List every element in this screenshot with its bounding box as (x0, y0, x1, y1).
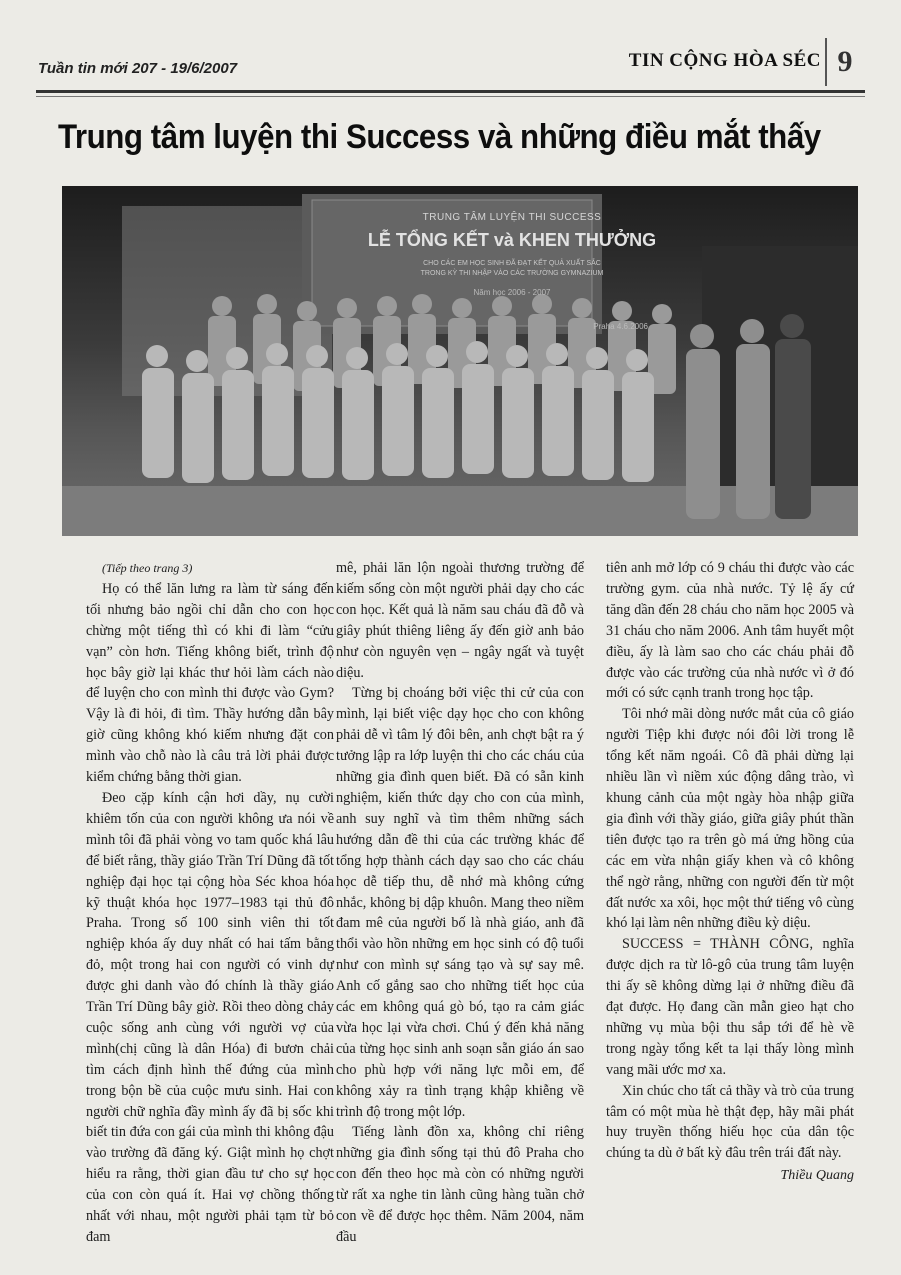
section-title: TIN CỘNG HÒA SÉC (628, 50, 821, 71)
paragraph: SUCCESS = THÀNH CÔNG, nghĩa được dịch ra từ lô-gô của trung tâm luyện thi ấy sẽ không dừng lại ở những điều đã đạt được. Họ đang cần mẫn gieo hạt cho những vụ mùa bội thu sắp tới để hè về trong ngày tổng kết ta lại thấy lòng mình vang mãi ước mơ xa. (606, 936, 854, 1078)
banner-line-3: CHO CÁC EM HỌC SINH ĐÃ ĐẠT KẾT QUẢ XUẤT SẮC (423, 260, 601, 267)
group-photo (62, 186, 858, 536)
article-column-3 (606, 558, 854, 1187)
paragraph: Tôi nhớ mãi dòng nước mắt của cô giáo người Tiệp khi được nói đôi lời trong lễ tổng kết năm ngoái. Cô đã phải dừng lại nhiều lần vì niềm xúc động dâng trào, vì khung cảnh của một ngày hòa nhập giữa gia đình với thầy giáo, giữa giây phút thần tiên được tạo ra trên gò má ửng hồng của các em vừa nhận giấy khen và cô không thể ngờ rằng, những con người đến từ một đất nước xa xôi, học một thứ tiếng vô cùng khó lại làm nên những điều kỳ diệu. (606, 706, 854, 932)
article-column-1 (86, 558, 334, 1248)
author-byline: Thiều Quang (780, 1168, 854, 1184)
banner-line-1: TRUNG TÂM LUYỆN THI SUCCESS (422, 212, 602, 223)
paragraph: Đeo cặp kính cận hơi dầy, nụ cười khiêm tốn của con người không ưa nói về mình tôi đã phải vòng vo tam quốc khá lâu để biết rằng, thầy giáo Trần Trí Dũng đã tốt nghiệp đại học tại cộng hòa Séc khoa hóa kỹ thuật khóa học 1977–1983 tại thủ đô Praha. Trong số 100 sinh viên thi tốt nghiệp khóa ấy duy nhất có hai tấm bằng đỏ, một trong hai con người có vinh dự được ghi danh vào đó chính là thầy giáo Trần Trí Dũng bây giờ. Rồi theo dòng chảy cuộc sống anh cùng với người vợ của mình(chị cũng là dân Hóa) đi bươn chải tìm cách định hình thế đứng của mình trong bộn bề của cuộc mưu sinh. Hai con người chữ nghĩa đầy mình ấy đã bị sốc khi biết tin đứa con gái của mình thi không đậu vào trường đã đăng ký. Giật mình họ chợt hiểu ra rằng, thời gian đầu tư cho sự học của con còn quá ít. Hai vợ chồng thống nhất với nhau, một người phải tạm từ bỏ đam (86, 789, 334, 1245)
paragraph: tiên anh mở lớp có 9 cháu thi được vào các trường gym. của nhà nước. Tỷ lệ ấy cứ tăng dần đến 28 cháu cho năm học 2005 và 31 cháu cho năm 2006. Anh tâm huyết một điều, ấy là làm sao cho các cháu phải đỗ được vào các trường của nhà nước vì ở đó mới có sức cạnh tranh trong học tập. (606, 560, 854, 702)
article-column-2 (336, 558, 584, 1248)
header-rule (36, 90, 865, 97)
paragraph: Họ có thể lăn lưng ra làm từ sáng đến tối nhưng bảo ngồi chỉ dẫn cho con học chừng một tiếng thì có khi đi làm “cửu vạn” còn hơn. Tiếng không biết, trình độ học bây giờ lại khác thư hỏi làm cách nào để luyện cho con mình thi được vào Gym? Vậy là đi hỏi, đi tìm. Thầy hướng dẫn bây giờ cũng không khó kiếm nhưng đặt con mình vào chỗ nào là câu trả lời phải được kiểm chứng bằng thời gian. (86, 580, 334, 786)
paragraph: Tiếng lành đồn xa, không chỉ riêng những gia đình sống tại thủ đô Praha cho con đến theo học mà còn có những người từ rất xa nghe tin lành cũng hàng tuần chở con về để được học thêm. Năm 2004, năm đầu (336, 1124, 584, 1245)
paragraph: Từng bị choáng bởi việc thi cử của con mình, lại biết việc dạy học cho con không phải dễ vì tâm lý đôi bên, anh chợt bật ra ý tưởng lập ra lớp luyện thi cho các cháu của những gia đình quen biết. Đã có sẵn kinh nghiệm, kiến thức dạy cho con của mình, anh suy nghĩ và tìm thêm những sách hướng dẫn đề thi của các trường khác để tổng hợp thành cách dạy sao cho các cháu học dễ tiếp thu, dễ nhớ mà không cứng nhắc, không bị dập khuôn. Mang theo niềm đam mê của người bố là nhà giáo, anh đã thổi vào hồn những em học sinh có độ tuổi như con mình sự sáng tạo và sự say mê. Anh cố gắng sao cho những tiết học của các em không quá gò bó, tạo ra cảm giác vừa học lại vừa chơi. Chú ý đến khả năng của từng học sinh anh soạn sẵn giáo án sao cho phù hợp với năng lực mỗi em, để không xảy ra tình trạng khập khiễng về trình độ trong một lớp. (336, 685, 584, 1120)
headline: Trung tâm luyện thi Success và những điều mắt thấy (58, 118, 821, 156)
event-banner (362, 194, 662, 494)
continued-note: (Tiếp theo trang 3) (102, 561, 193, 575)
banner-line-2: LỄ TỔNG KẾT và KHEN THƯỞNG (367, 230, 657, 250)
paragraph: Xin chúc cho tất cả thầy và trò của trung tâm có một mùa hè thật đẹp, hãy mãi phát huy truyền thống hiếu học của dân tộc chúng ta dù ở bất kỳ đâu trên trái đất này. (606, 1082, 854, 1162)
banner-line-6: Praha 4.6.2006 (593, 322, 648, 331)
paragraph: mê, phải lăn lộn ngoài thương trường để kiếm sống còn một người phải dạy cho các con học. Kết quả là năm sau cháu đã đỗ và giây phút thiêng liêng ấy đến giờ anh bảo như còn nguyên vẹn – ngây ngất và tuyệt diệu. (336, 560, 584, 681)
issue-date: Tuần tin mới 207 - 19/6/2007 (38, 60, 238, 77)
page-number: 9 (825, 38, 863, 86)
banner-line-5: Năm học 2006 - 2007 (473, 288, 551, 297)
banner-line-4: TRONG KỲ THI NHẬP VÀO CÁC TRƯỜNG GYMNAZIUM (420, 270, 604, 277)
